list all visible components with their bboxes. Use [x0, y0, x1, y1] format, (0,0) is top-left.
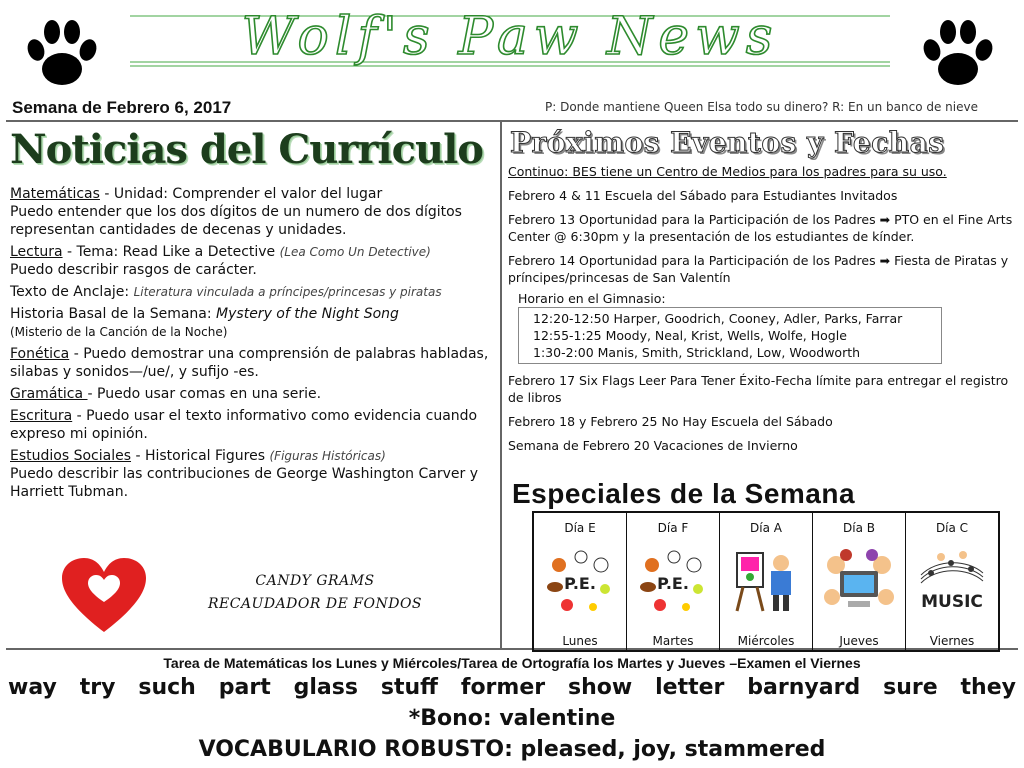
spelling-word: barnyard	[747, 675, 861, 700]
grammar-item: Gramática - Puedo usar comas en una serie.	[10, 386, 322, 402]
event-item: Febrero 17 Six Flags Leer Para Tener Éxito-Fecha límite para entregar el registro de libros	[508, 373, 1009, 405]
column-divider	[500, 120, 502, 648]
event-item: Febrero 14 Oportunidad para la Participación de los Padres ➡ Fiesta de Piratas y príncipes/princesas de San Valentín	[508, 253, 1009, 285]
event-item: Semana de Febrero 20 Vacaciones de Invierno	[508, 438, 798, 453]
art-easel-icon	[731, 547, 801, 615]
computer-kids-icon	[824, 547, 894, 615]
bonus-word: *Bono: valentine	[408, 706, 616, 731]
spelling-word: show	[568, 675, 633, 700]
event-item: Febrero 13 Oportunidad para la Participación de los Padres ➡ PTO en el Fine Arts Center @ 6:30pm y la presentación de los estudiantes de kínder.	[508, 212, 1013, 244]
spelling-word: try	[79, 675, 116, 700]
spelling-word: letter	[655, 675, 725, 700]
homework-note: Tarea de Matemáticas los Lunes y Miércoles/Tarea de Ortografía los Martes y Jueves –Examen el Viernes	[163, 655, 861, 671]
pe-label: P.E.	[657, 574, 689, 593]
specials-schedule	[532, 511, 1000, 652]
spelling-word: such	[138, 675, 196, 700]
special-day-cell: Día F P.E. Martes	[627, 513, 720, 650]
paw-print-icon	[22, 14, 102, 94]
arrow-right-icon: ➡	[879, 253, 891, 268]
social-studies-item: Estudios Sociales - Historical Figures (Figuras Históricas) Puedo describir las contribuciones de George Washington Carver y Harriett Tubman.	[10, 448, 478, 500]
events-heading: Próximos Eventos y Fechas	[510, 126, 945, 159]
spelling-word: glass	[293, 675, 358, 700]
anchor-text-item: Texto de Anclaje: Literatura vinculada a príncipes/princesas y piratas	[10, 284, 442, 300]
spelling-word: stuff	[380, 675, 438, 700]
joke-of-the-week: P: Donde mantiene Queen Elsa todo su dinero? R: En un banco de nieve	[545, 100, 978, 114]
special-day-cell: Día C MUSIC Viernes	[906, 513, 998, 650]
phonics-item: Fonética - Puedo demostrar una comprensión de palabras habladas, silabas y sonidos—/ue/, y sufijo -es.	[10, 346, 489, 380]
candy-grams-fundraiser: CANDY GRAMS RECAUDADOR DE FONDOS	[207, 573, 423, 612]
sports-balls-icon	[545, 547, 615, 615]
spelling-word: way	[8, 675, 57, 700]
spelling-word: sure	[883, 675, 938, 700]
event-item: Continuo: BES tiene un Centro de Medios para los padres para su uso.	[508, 164, 947, 179]
sports-balls-icon	[638, 547, 708, 615]
week-date: Semana de Febrero 6, 2017	[12, 98, 232, 117]
curriculum-heading: Noticias del Currículo	[10, 126, 483, 173]
spelling-word: former	[460, 675, 546, 700]
arrow-right-icon: ➡	[879, 212, 891, 227]
writing-item: Escritura - Puedo usar el texto informativo como evidencia cuando expreso mi opinión.	[10, 408, 478, 442]
special-day-cell: Día A Miércoles	[720, 513, 813, 650]
paw-print-icon	[918, 14, 998, 94]
event-item: Febrero 4 & 11 Escuela del Sábado para Estudiantes Invitados	[508, 188, 898, 203]
divider	[6, 120, 1018, 122]
spelling-words	[8, 675, 1016, 700]
curriculum-news	[10, 185, 498, 505]
basal-story-item: Historia Basal de la Semana: Mystery of the Night Song (Misterio de la Canción de la Noche)	[10, 306, 399, 339]
event-item: Febrero 18 y Febrero 25 No Hay Escuela del Sábado	[508, 414, 833, 429]
heart-icon	[60, 556, 148, 636]
special-day-cell: Día E P.E. Lunes	[534, 513, 627, 650]
specials-heading: Especiales de la Semana	[512, 478, 856, 509]
spelling-word: they	[960, 675, 1016, 700]
spelling-word: part	[218, 675, 271, 700]
special-day-cell: Día B Jueves	[813, 513, 906, 650]
masthead	[130, 4, 890, 74]
music-label: MUSIC	[921, 592, 983, 612]
reading-item: Lectura - Tema: Read Like a Detective (Lea Como Un Detective) Puedo describir rasgos de carácter.	[10, 244, 431, 278]
gym-schedule: Horario en el Gimnasio: 12:20-12:50 Harper, Goodrich, Cooney, Adler, Parks, Farrar 12:55-1:25 Moody, Neal, Krist, Wells, Wolfe, Hogle 1:30-2:00 Manis, Smith, Strickland, Low, Woodworth	[518, 290, 1018, 364]
pe-label: P.E.	[564, 574, 596, 593]
robust-vocabulary: VOCABULARIO ROBUSTO: pleased, joy, stammered	[198, 737, 826, 762]
music-notes-icon	[917, 547, 987, 615]
events-list	[508, 163, 1018, 461]
math-item: Matemáticas - Unidad: Comprender el valor del lugar Puedo entender que los dos dígitos de un numero de dos dígitos representan cantidades de decenas y unidades.	[10, 186, 462, 238]
masthead-title: Wolf's Paw News	[241, 7, 779, 67]
